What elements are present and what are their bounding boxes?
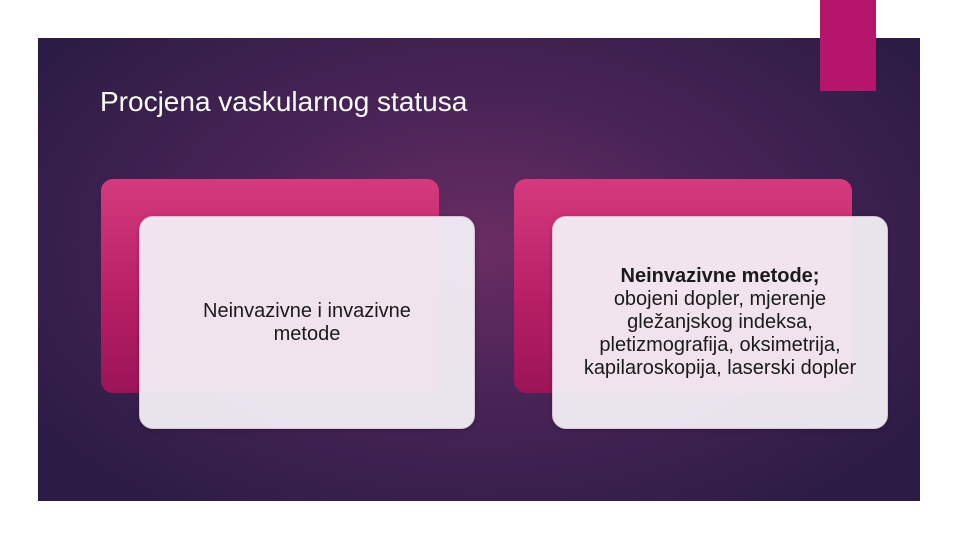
left-card: [139, 216, 475, 429]
slide-title: Procjena vaskularnog statusa: [100, 86, 468, 117]
right-card-text: obojeni dopler, mjerenje gležanjskog indeksa, pletizmografija, oksimetrija, kapilaroskopija, laserski dopler: [583, 288, 857, 379]
right-card-heading: Neinvazivne metode;: [620, 265, 820, 287]
right-card: [552, 216, 888, 429]
accent-bar: [820, 0, 876, 91]
left-card-text: Neinvazivne i invazivne metode: [203, 299, 411, 345]
right-card-content: [563, 265, 877, 380]
